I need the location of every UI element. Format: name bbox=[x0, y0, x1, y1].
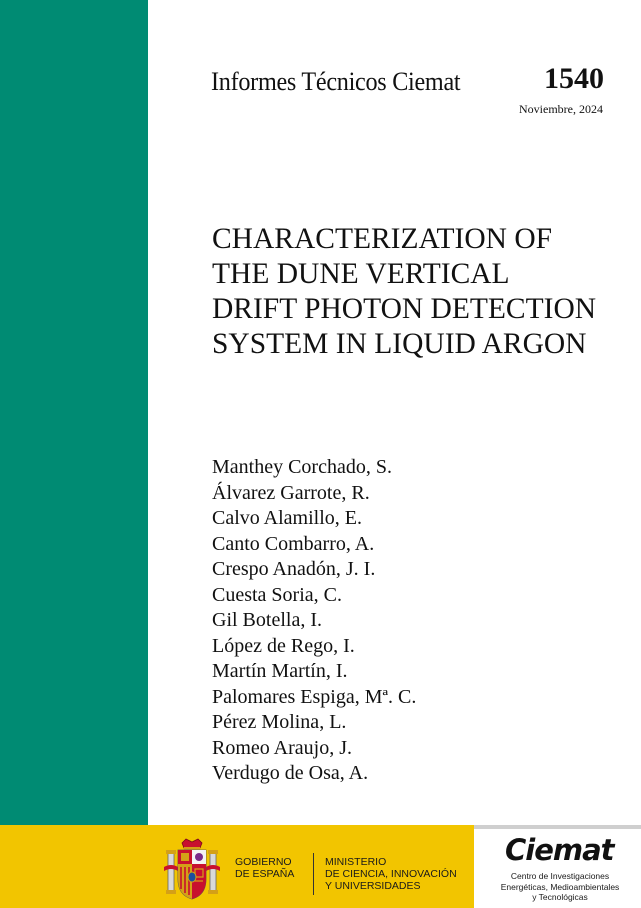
author-item: López de Rego, I. bbox=[212, 634, 355, 657]
author-item: Manthey Corchado, S. bbox=[212, 456, 392, 478]
ciemat-name-line: Centro de Investigaciones bbox=[510, 871, 610, 881]
title-line: CHARACTERIZATION OF bbox=[212, 223, 553, 255]
ciemat-name-line: Energéticas, Medioambientales bbox=[500, 881, 620, 892]
author-item: Crespo Anadón, J. I. bbox=[212, 558, 376, 580]
author-item: Verdugo de Osa, A. bbox=[212, 762, 369, 784]
ministry-label bbox=[325, 856, 457, 892]
government-label-line: GOBIERNO bbox=[235, 856, 292, 868]
title-line: SYSTEM IN LIQUID ARGON bbox=[212, 328, 587, 360]
ministry-label-line: Y UNIVERSIDADES bbox=[325, 880, 421, 892]
coat-of-arms-icon bbox=[160, 837, 224, 901]
document-title bbox=[212, 222, 632, 362]
ciemat-name-line: y Tecnológicas bbox=[532, 892, 588, 902]
government-label bbox=[235, 856, 294, 880]
side-color-bar bbox=[0, 0, 148, 825]
report-number: 1540 bbox=[544, 62, 604, 95]
author-item: Martín Martín, I. bbox=[212, 660, 348, 682]
author-item: Calvo Alamillo, E. bbox=[212, 507, 362, 529]
government-label-line: DE ESPAÑA bbox=[235, 868, 295, 880]
author-item: Romeo Araujo, J. bbox=[212, 736, 352, 759]
ciemat-full-name bbox=[486, 871, 634, 903]
author-item: Gil Botella, I. bbox=[212, 609, 322, 631]
ministry-label-line: DE CIENCIA, INNOVACIÓN bbox=[325, 868, 457, 880]
author-item: Pérez Molina, L. bbox=[212, 711, 347, 733]
series-title: Informes Técnicos Ciemat bbox=[211, 67, 461, 96]
author-item: Cuesta Soria, C. bbox=[212, 583, 342, 606]
author-item: Palomares Espiga, Mª. C. bbox=[212, 685, 417, 708]
author-item: Álvarez Garrote, R. bbox=[212, 481, 370, 504]
author-list bbox=[212, 455, 416, 787]
ministry-label-line: MINISTERIO bbox=[325, 856, 387, 868]
author-item: Canto Combarro, A. bbox=[212, 532, 375, 555]
title-line: THE DUNE VERTICAL bbox=[212, 258, 510, 290]
footer-divider-line bbox=[474, 825, 641, 829]
title-line: DRIFT PHOTON DETECTION bbox=[212, 293, 597, 325]
footer-vertical-divider bbox=[313, 853, 314, 895]
report-date: Noviembre, 2024 bbox=[519, 102, 603, 116]
ciemat-logo: Ciemat bbox=[505, 833, 614, 867]
